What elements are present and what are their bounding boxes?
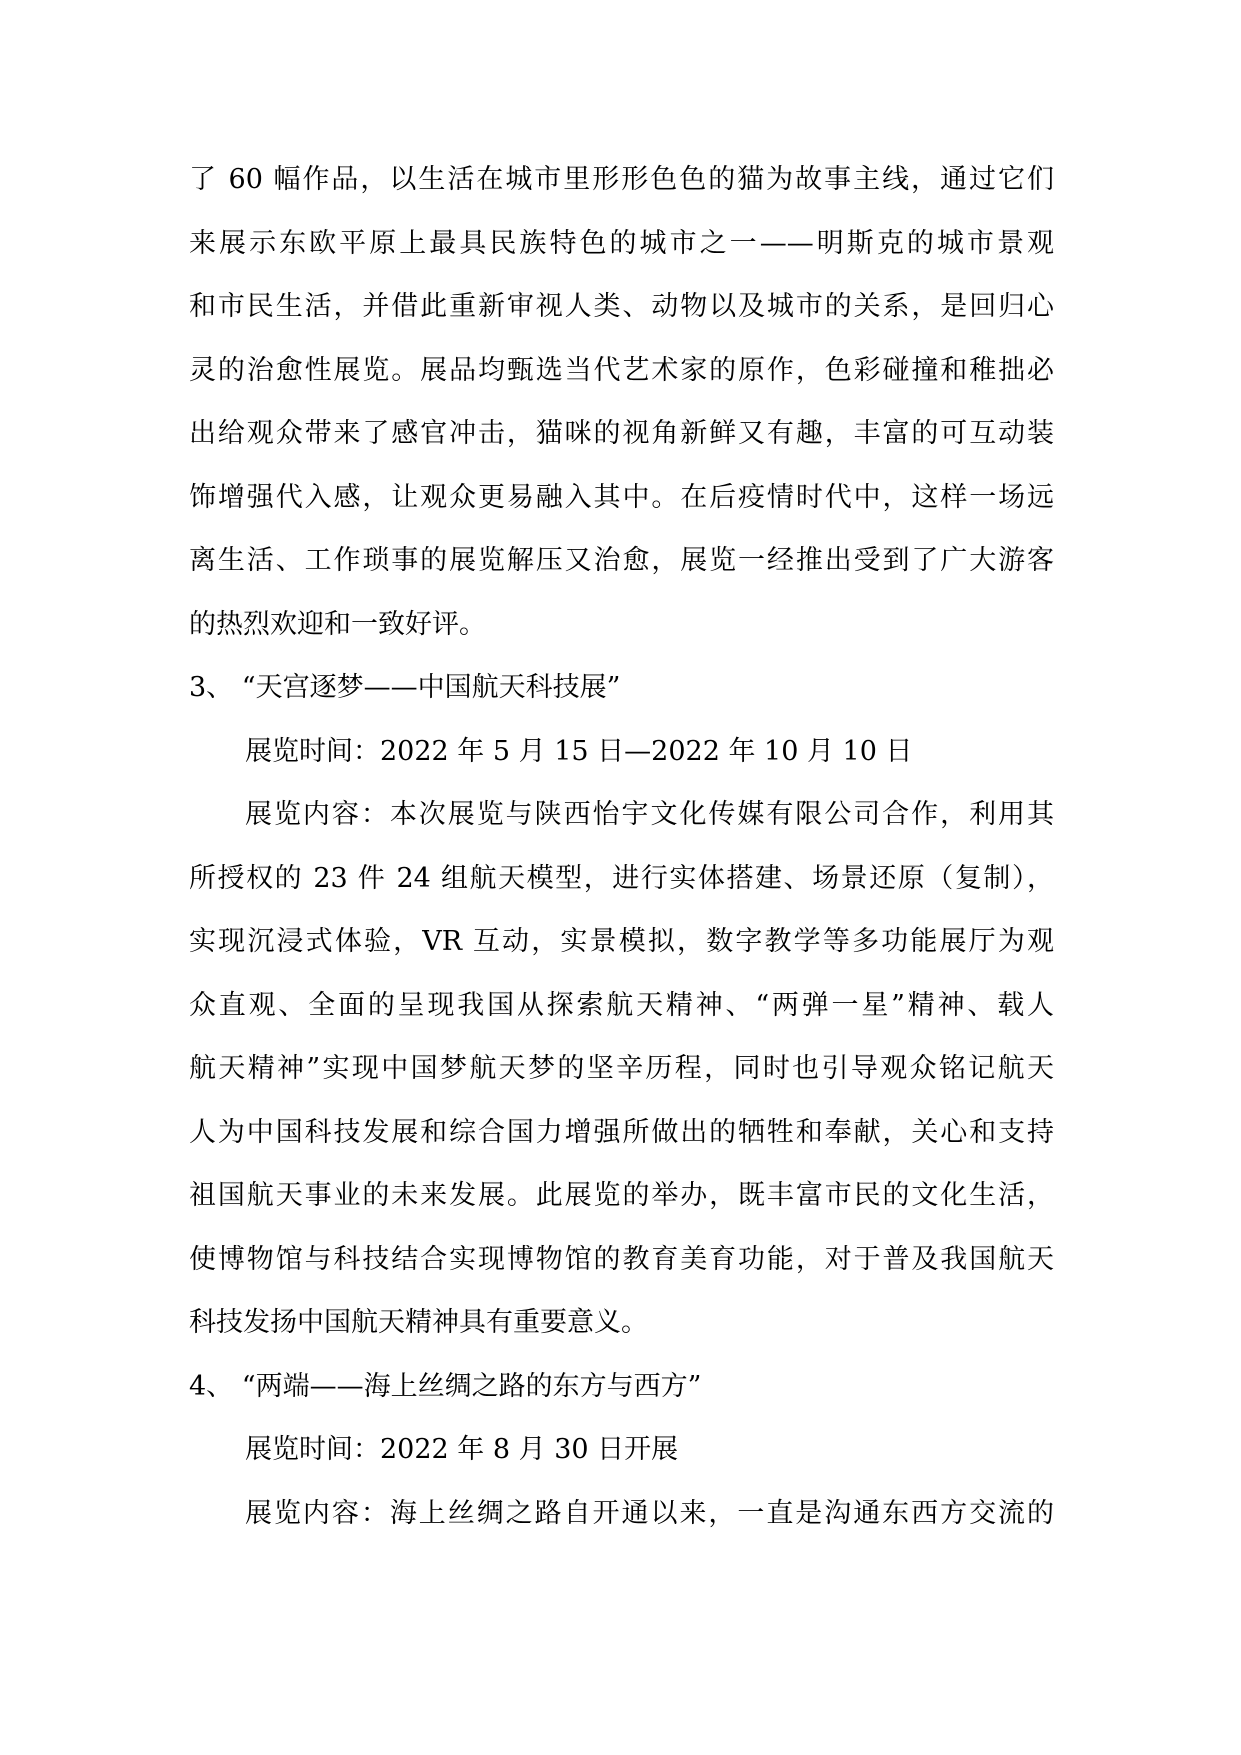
- exhibit-time: 展览时间：2022 年 5 月 15 日—2022 年 10 月 10 日: [245, 735, 913, 767]
- text-line: 的热烈欢迎和一致好评。: [189, 608, 486, 640]
- exhibit-section-4: [189, 1355, 1054, 1546]
- text-line: 祖国航天事业的未来发展。此展览的举办，既丰富市民的文化生活，: [189, 1180, 1054, 1211]
- text-line: 科技发扬中国航天精神具有重要意义。: [189, 1307, 648, 1338]
- text-line: 所授权的 23 件 24 组航天模型，进行实体搭建、场景还原（复制），: [189, 862, 1054, 894]
- text-line: 众直观、全面的呈现我国从探索航天精神、“两弹一星”精神、载人: [189, 989, 1054, 1021]
- text-line: 人为中国科技发展和综合国力增强所做出的牺牲和奉献，关心和支持: [189, 1116, 1054, 1148]
- text-line: 展览内容：海上丝绸之路自开通以来，一直是沟通东西方交流的: [245, 1497, 1054, 1529]
- exhibit-heading: 4、 “两端——海上丝绸之路的东方与西方”: [189, 1370, 702, 1402]
- text-line: 出给观众带来了感官冲击，猫咪的视角新鲜又有趣，丰富的可互动装: [189, 418, 1054, 449]
- text-line: 离生活、工作琐事的展览解压又治愈，展览一经推出受到了广大游客: [189, 545, 1054, 576]
- text-line: 使博物馆与科技结合实现博物馆的教育美育功能，对于普及我国航天: [189, 1243, 1054, 1275]
- text-line: 灵的治愈性展览。展品均甄选当代艺术家的原作，色彩碰撞和稚拙必: [189, 354, 1054, 386]
- text-line: 实现沉浸式体验，VR 互动，实景模拟，数字教学等多功能展厅为观: [189, 926, 1054, 957]
- exhibit-section-3: [189, 656, 1054, 1355]
- document-body: [189, 148, 1054, 1545]
- text-line: 和市民生活，并借此重新审视人类、动物以及城市的关系，是回归心: [189, 291, 1054, 322]
- exhibit-time: 展览时间：2022 年 8 月 30 日开展: [245, 1434, 679, 1465]
- text-line: 航天精神”实现中国梦航天梦的坚辛历程，同时也引导观众铭记航天: [189, 1053, 1054, 1084]
- paragraph-continuation: [189, 148, 1054, 656]
- text-line: 展览内容：本次展览与陕西怡宇文化传媒有限公司合作，利用其: [245, 799, 1054, 830]
- text-line: 了 60 幅作品，以生活在城市里形形色色的猫为故事主线，通过它们: [189, 164, 1054, 195]
- text-line: 饰增强代入感，让观众更易融入其中。在后疫情时代中，这样一场远: [189, 481, 1054, 513]
- text-line: 来展示东欧平原上最具民族特色的城市之一——明斯克的城市景观: [189, 227, 1054, 259]
- exhibit-heading: 3、 “天宫逐梦——中国航天科技展”: [189, 672, 621, 703]
